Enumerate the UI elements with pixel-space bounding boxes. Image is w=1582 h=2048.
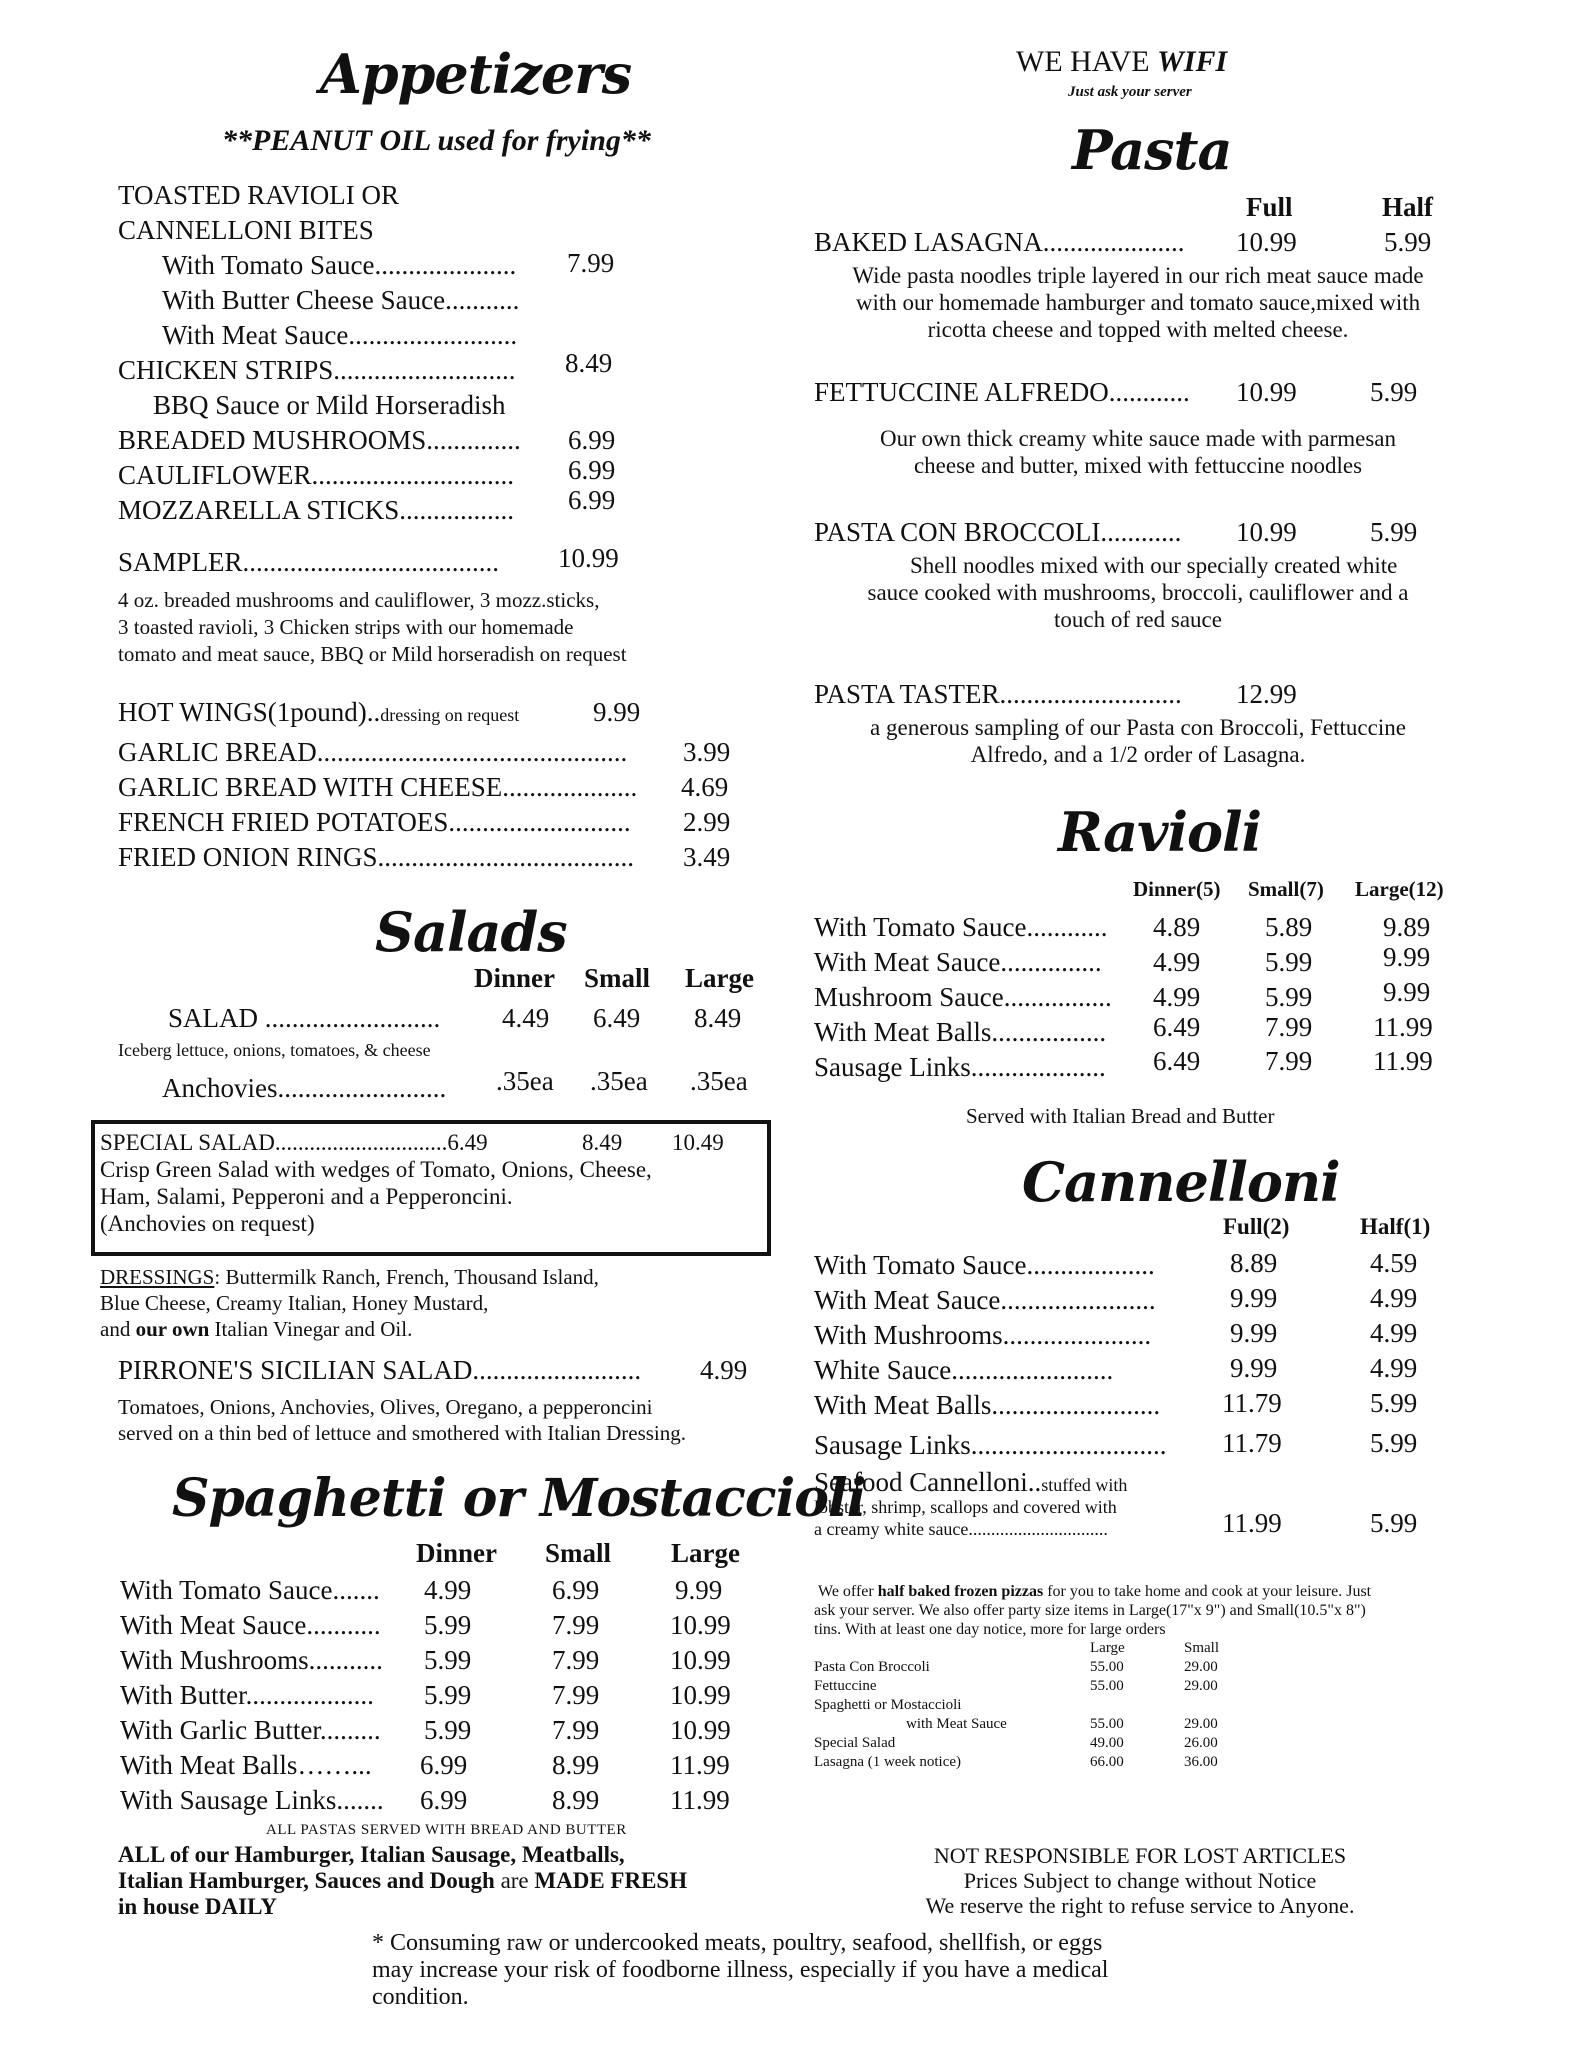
made-fresh-items: Italian Hamburger, Sauces and Dough <box>118 1868 501 1893</box>
cannelloni-price-full: 8.89 <box>1230 1248 1278 1278</box>
party-price-small: 29.00 <box>1184 1716 1218 1732</box>
wifi-banner <box>1016 45 1227 79</box>
salads-col-large: Large <box>685 963 754 993</box>
toasted-ravioli-label: TOASTED RAVIOLI OR <box>118 180 400 210</box>
party-item: Spaghetti or Mostaccioli <box>814 1697 962 1713</box>
seafood-cannelloni-label: Seafood Cannelloni.. <box>814 1467 1042 1497</box>
cannelloni-price-half: 4.99 <box>1370 1318 1418 1348</box>
fettuccine-alfredo-item: FETTUCCINE ALFREDO............ <box>814 377 1190 407</box>
lasagna-desc-2: with our homemade hamburger and tomato sauce,mixed with <box>855 290 1421 315</box>
party-price-large: 55.00 <box>1090 1678 1124 1694</box>
seafood-stuffed-with: stuffed with <box>1041 1475 1128 1495</box>
lasagna-desc-3: ricotta cheese and topped with melted cheese. <box>927 317 1349 342</box>
ravioli-price-small: 5.99 <box>1265 982 1313 1012</box>
lost-articles-note: NOT RESPONSIBLE FOR LOST ARTICLES <box>933 1843 1347 1868</box>
baked-lasagna-item: BAKED LASAGNA..................... <box>814 227 1185 257</box>
spaghetti-col-large: Large <box>671 1538 740 1568</box>
ravioli-col-small: Small(7) <box>1248 877 1324 901</box>
ravioli-price-small: 7.99 <box>1265 1046 1313 1076</box>
party-price-small: 36.00 <box>1184 1754 1218 1770</box>
made-fresh-are: are <box>500 1868 529 1893</box>
lasagna-desc-1: Wide pasta noodles triple layered in our rich meat sauce made <box>852 263 1424 288</box>
food-warning-1: * Consuming raw or undercooked meats, poultry, seafood, shellfish, or eggs <box>372 1930 1103 1956</box>
ravioli-item: Sausage Links.................... <box>814 1052 1106 1082</box>
mozzarella-sticks-price: 6.99 <box>568 485 616 515</box>
frozen-take-home: for you to take home and cook at your leisure. Just <box>1043 1583 1372 1600</box>
garlic-bread-cheese-price: 4.69 <box>681 772 729 802</box>
anchovies-item: Anchovies......................... <box>162 1073 447 1103</box>
alfredo-desc-1: Our own thick creamy white sauce made with parmesan <box>879 426 1397 451</box>
pasta-con-broccoli-item: PASTA CON BROCCOLI............ <box>814 517 1182 547</box>
pasta-title: Pasta <box>1072 118 1232 182</box>
made-fresh-line-1: ALL of our Hamburger, Italian Sausage, Meatballs, <box>118 1842 625 1867</box>
pasta-col-half: Half <box>1382 192 1433 222</box>
cannelloni-title: Cannelloni <box>1022 1150 1340 1214</box>
sampler-item: SAMPLER...................................... <box>118 547 500 577</box>
cannelloni-item: White Sauce........................ <box>814 1355 1114 1385</box>
salad-desc: Iceberg lettuce, onions, tomatoes, & cheese <box>118 1040 431 1060</box>
frozen-line-3: tins. With at least one day notice, more for large orders <box>814 1621 1166 1638</box>
dressings-vinegar-oil: Italian Vinegar and Oil. <box>209 1317 413 1341</box>
party-price-large: 49.00 <box>1090 1735 1124 1751</box>
ravioli-price-large: 11.99 <box>1373 1012 1433 1042</box>
seafood-price-full: 11.99 <box>1222 1508 1282 1538</box>
party-col-small: Small <box>1184 1640 1220 1656</box>
cannelloni-item: With Meat Balls......................... <box>814 1390 1161 1420</box>
ravioli-price-large: 9.89 <box>1383 912 1431 942</box>
frozen-we-offer: We offer <box>818 1583 878 1600</box>
spaghetti-price-small: 7.99 <box>552 1645 600 1675</box>
special-salad-price-small: 8.49 <box>582 1130 623 1155</box>
spaghetti-row <box>120 1610 381 1641</box>
made-fresh-line-2 <box>118 1868 687 1894</box>
spaghetti-price-dinner: 6.99 <box>420 1785 468 1815</box>
dressings-our-own: our own <box>135 1317 210 1341</box>
bbq-horseradish-note: BBQ Sauce or Mild Horseradish <box>153 390 506 420</box>
party-price-large: 66.00 <box>1090 1754 1124 1770</box>
dressings-list-1: : Buttermilk Ranch, French, Thousand Island, <box>214 1265 599 1289</box>
breaded-mushrooms-price: 6.99 <box>568 425 616 455</box>
ravioli-col-dinner: Dinner(5) <box>1133 877 1221 901</box>
dressings-line-2: Blue Cheese, Creamy Italian, Honey Mustard, <box>100 1291 489 1315</box>
meat-sauce-option: With Meat Sauce......................... <box>162 320 518 350</box>
ravioli-item: With Meat Balls................. <box>814 1017 1107 1047</box>
onion-rings-item: FRIED ONION RINGS...................................... <box>118 842 635 872</box>
spaghetti-price-dinner: 6.99 <box>420 1750 468 1780</box>
cannelloni-price-full: 11.79 <box>1222 1428 1282 1458</box>
cannelloni-price-half: 5.99 <box>1370 1388 1418 1418</box>
spaghetti-row <box>120 1750 372 1781</box>
spaghetti-item: With Tomato Sauce....... <box>120 1575 380 1605</box>
spaghetti-row <box>120 1680 374 1711</box>
spaghetti-item: With Butter................... <box>120 1680 374 1710</box>
cannelloni-item: With Tomato Sauce................... <box>814 1250 1155 1280</box>
garlic-bread-price: 3.99 <box>683 737 731 767</box>
hot-wings-price: 9.99 <box>593 697 641 727</box>
spaghetti-price-small: 7.99 <box>552 1680 600 1710</box>
cannelloni-price-half: 4.99 <box>1370 1353 1418 1383</box>
spaghetti-price-large: 11.99 <box>670 1750 730 1780</box>
party-price-small: 29.00 <box>1184 1678 1218 1694</box>
pastas-bread-note: ALL PASTAS SERVED WITH BREAD AND BUTTER <box>266 1822 627 1838</box>
salad-item: SALAD .......................... <box>168 1003 441 1033</box>
cannelloni-price-half: 4.59 <box>1370 1248 1418 1278</box>
cannelloni-bites-label: CANNELLONI BITES <box>118 215 374 245</box>
alfredo-desc-2: cheese and butter, mixed with fettuccine noodles <box>913 453 1363 478</box>
salad-price-large: 8.49 <box>694 1003 742 1033</box>
cannelloni-item: With Mushrooms...................... <box>814 1320 1152 1350</box>
butter-cheese-option: With Butter Cheese Sauce........... <box>162 285 520 315</box>
garlic-bread-cheese-item: GARLIC BREAD WITH CHEESE.................... <box>118 772 638 802</box>
cannelloni-price-full: 9.99 <box>1230 1318 1278 1348</box>
spaghetti-title: Spaghetti or Mostaccioli <box>172 1468 866 1529</box>
party-item: with Meat Sauce <box>906 1716 1007 1732</box>
hot-wings-label: HOT WINGS(1pound).. <box>118 697 381 727</box>
spaghetti-row <box>120 1715 381 1746</box>
party-item: Pasta Con Broccoli <box>814 1659 930 1675</box>
spaghetti-price-dinner: 5.99 <box>424 1645 472 1675</box>
spaghetti-price-small: 7.99 <box>552 1610 600 1640</box>
frozen-line-1 <box>818 1583 1371 1601</box>
spaghetti-price-large: 10.99 <box>670 1715 731 1745</box>
party-col-large: Large <box>1090 1640 1125 1656</box>
chicken-strips-item: CHICKEN STRIPS........................... <box>118 355 516 385</box>
bites-price: 7.99 <box>567 248 615 278</box>
hot-wings-item <box>118 697 519 728</box>
cauliflower-price: 6.99 <box>568 455 616 485</box>
chicken-strips-price: 8.49 <box>565 348 613 378</box>
ravioli-price-small: 5.89 <box>1265 912 1313 942</box>
pasta-taster-item: PASTA TASTER........................... <box>814 679 1182 709</box>
spaghetti-price-dinner: 5.99 <box>424 1715 472 1745</box>
ravioli-title: Ravioli <box>1058 800 1262 864</box>
appetizers-title: Appetizers <box>320 42 632 106</box>
seafood-desc-1: lobster, shrimp, scallops and covered with <box>814 1497 1117 1517</box>
taster-desc-1: a generous sampling of our Pasta con Broccoli, Fettuccine <box>870 715 1406 740</box>
party-price-large: 55.00 <box>1090 1716 1124 1732</box>
cannelloni-price-full: 9.99 <box>1230 1353 1278 1383</box>
french-fries-price: 2.99 <box>683 807 731 837</box>
pasta-con-broccoli-half: 5.99 <box>1370 517 1418 547</box>
spaghetti-price-dinner: 4.99 <box>424 1575 472 1605</box>
ravioli-price-dinner: 6.49 <box>1153 1046 1201 1076</box>
spaghetti-item: With Mushrooms........... <box>120 1645 383 1675</box>
ravioli-price-small: 5.99 <box>1265 947 1313 977</box>
spaghetti-item: With Meat Sauce........... <box>120 1610 381 1640</box>
frozen-line-2: ask your server. We also offer party size items in Large(17"x 9") and Small(10.5"x 8") <box>814 1602 1366 1619</box>
peanut-oil-note: **PEANUT OIL used for frying** <box>222 124 651 157</box>
ravioli-item: Mushroom Sauce................ <box>814 982 1112 1012</box>
spaghetti-row <box>120 1645 383 1676</box>
spaghetti-price-large: 10.99 <box>670 1610 731 1640</box>
broccoli-desc-2: sauce cooked with mushrooms, broccoli, cauliflower and a <box>867 580 1409 605</box>
spaghetti-price-large: 11.99 <box>670 1785 730 1815</box>
ravioli-price-dinner: 6.49 <box>1153 1012 1201 1042</box>
party-price-small: 29.00 <box>1184 1659 1218 1675</box>
made-fresh-line-3: in house DAILY <box>118 1894 277 1919</box>
ravioli-price-large: 9.99 <box>1383 942 1431 972</box>
party-item: Fettuccine <box>814 1678 877 1694</box>
spaghetti-item: With Garlic Butter......... <box>120 1715 381 1745</box>
wifi-label: WIFI <box>1157 45 1228 78</box>
prices-subject-note: Prices Subject to change without Notice <box>963 1868 1317 1893</box>
anchovies-price-large: .35ea <box>690 1066 748 1096</box>
wifi-subtext: Just ask your server <box>1068 84 1192 100</box>
dressings-and: and <box>100 1317 136 1341</box>
dressings-label: DRESSINGS <box>100 1265 215 1289</box>
special-salad-desc-1: Crisp Green Salad with wedges of Tomato, Onions, Cheese, <box>100 1157 652 1182</box>
tomato-sauce-option: With Tomato Sauce..................... <box>162 250 517 280</box>
fettuccine-alfredo-full: 10.99 <box>1236 377 1297 407</box>
seafood-price-half: 5.99 <box>1370 1508 1418 1538</box>
spaghetti-item: With Meat Balls……... <box>120 1750 372 1780</box>
ravioli-col-large: Large(12) <box>1355 877 1444 901</box>
anchovies-price-dinner: .35ea <box>496 1066 554 1096</box>
pasta-con-broccoli-full: 10.99 <box>1236 517 1297 547</box>
cannelloni-price-full: 11.79 <box>1222 1388 1282 1418</box>
hot-wings-note: dressing on request <box>380 705 520 725</box>
party-price-small: 26.00 <box>1184 1735 1218 1751</box>
garlic-bread-item: GARLIC BREAD.............................................. <box>118 737 628 767</box>
sampler-desc-3: tomato and meat sauce, BBQ or Mild horseradish on request <box>118 642 627 666</box>
spaghetti-price-dinner: 5.99 <box>424 1610 472 1640</box>
ravioli-price-small: 7.99 <box>1265 1012 1313 1042</box>
spaghetti-price-small: 8.99 <box>552 1750 600 1780</box>
broccoli-desc-1: Shell noodles mixed with our specially created white <box>910 553 1398 578</box>
spaghetti-row <box>120 1575 380 1606</box>
ravioli-price-large: 9.99 <box>1383 977 1431 1007</box>
cannelloni-item: Sausage Links............................. <box>814 1430 1167 1460</box>
salads-title: Salads <box>375 900 567 964</box>
party-item: Special Salad <box>814 1735 896 1751</box>
sampler-desc-2: 3 toasted ravioli, 3 Chicken strips with our homemade <box>118 615 574 639</box>
salads-col-small: Small <box>584 963 651 993</box>
breaded-mushrooms-item: BREADED MUSHROOMS.............. <box>118 425 521 455</box>
ravioli-item: With Tomato Sauce............ <box>814 912 1108 942</box>
cannelloni-col-full: Full(2) <box>1223 1214 1290 1239</box>
broccoli-desc-3: touch of red sauce <box>1054 607 1222 632</box>
cannelloni-price-full: 9.99 <box>1230 1283 1278 1313</box>
wifi-we-have: WE HAVE <box>1016 45 1158 78</box>
dressings-line-1 <box>100 1265 599 1290</box>
food-warning-3: condition. <box>372 1984 469 2010</box>
salad-price-small: 6.49 <box>593 1003 641 1033</box>
cannelloni-price-half: 4.99 <box>1370 1283 1418 1313</box>
spaghetti-price-small: 7.99 <box>552 1715 600 1745</box>
sampler-desc-1: 4 oz. breaded mushrooms and cauliflower, 3 mozz.sticks, <box>118 588 600 612</box>
seafood-cannelloni-item <box>814 1467 1127 1498</box>
spaghetti-price-dinner: 5.99 <box>424 1680 472 1710</box>
cannelloni-item: With Meat Sauce....................... <box>814 1285 1156 1315</box>
baked-lasagna-half: 5.99 <box>1384 227 1432 257</box>
anchovies-price-small: .35ea <box>590 1066 648 1096</box>
pasta-taster-price: 12.99 <box>1236 679 1297 709</box>
spaghetti-price-large: 10.99 <box>670 1680 731 1710</box>
onion-rings-price: 3.49 <box>683 842 731 872</box>
french-fries-item: FRENCH FRIED POTATOES........................... <box>118 807 631 837</box>
special-salad-price-large: 10.49 <box>672 1130 724 1155</box>
cauliflower-item: CAULIFLOWER.............................. <box>118 460 514 490</box>
frozen-pizzas-label: half baked frozen pizzas <box>877 1583 1044 1600</box>
baked-lasagna-full: 10.99 <box>1236 227 1297 257</box>
salad-price-dinner: 4.49 <box>502 1003 550 1033</box>
ravioli-price-dinner: 4.89 <box>1153 912 1201 942</box>
cannelloni-col-half: Half(1) <box>1360 1214 1431 1239</box>
ravioli-price-dinner: 4.99 <box>1153 947 1201 977</box>
ravioli-price-dinner: 4.99 <box>1153 982 1201 1012</box>
salads-col-dinner: Dinner <box>474 963 555 993</box>
pirrone-salad-price: 4.99 <box>700 1355 748 1385</box>
pasta-col-full: Full <box>1246 192 1293 222</box>
dressings-line-3 <box>100 1317 412 1342</box>
spaghetti-price-large: 10.99 <box>670 1645 731 1675</box>
pirrone-desc-2: served on a thin bed of lettuce and smothered with Italian Dressing. <box>118 1421 687 1445</box>
spaghetti-col-small: Small <box>545 1538 612 1568</box>
pirrone-salad-item: PIRRONE'S SICILIAN SALAD......................... <box>118 1355 642 1385</box>
refuse-service-note: We reserve the right to refuse service to Anyone. <box>925 1893 1355 1918</box>
spaghetti-row <box>120 1785 384 1816</box>
party-item: Lasagna (1 week notice) <box>814 1754 962 1770</box>
made-fresh-label: MADE FRESH <box>528 1868 688 1893</box>
ravioli-price-large: 11.99 <box>1373 1046 1433 1076</box>
sampler-price: 10.99 <box>558 543 619 573</box>
food-warning-2: may increase your risk of foodborne illness, especially if you have a medical <box>372 1957 1109 1983</box>
spaghetti-price-small: 6.99 <box>552 1575 600 1605</box>
taster-desc-2: Alfredo, and a 1/2 order of Lasagna. <box>970 742 1306 767</box>
spaghetti-price-large: 9.99 <box>675 1575 723 1605</box>
pirrone-desc-1: Tomatoes, Onions, Anchovies, Olives, Oregano, a pepperoncini <box>118 1395 653 1419</box>
seafood-desc-2: a creamy white sauce............................... <box>814 1519 1108 1539</box>
special-salad-item: SPECIAL SALAD..............................6.49 <box>100 1130 488 1155</box>
fettuccine-alfredo-half: 5.99 <box>1370 377 1418 407</box>
special-salad-desc-3: (Anchovies on request) <box>100 1211 315 1236</box>
spaghetti-price-small: 8.99 <box>552 1785 600 1815</box>
spaghetti-col-dinner: Dinner <box>416 1538 497 1568</box>
ravioli-bread-note: Served with Italian Bread and Butter <box>966 1104 1275 1128</box>
spaghetti-item: With Sausage Links....... <box>120 1785 384 1815</box>
cannelloni-price-half: 5.99 <box>1370 1428 1418 1458</box>
party-price-large: 55.00 <box>1090 1659 1124 1675</box>
special-salad-desc-2: Ham, Salami, Pepperoni and a Pepperoncini. <box>100 1184 513 1209</box>
mozzarella-sticks-item: MOZZARELLA STICKS................. <box>118 495 515 525</box>
ravioli-item: With Meat Sauce............... <box>814 947 1102 977</box>
